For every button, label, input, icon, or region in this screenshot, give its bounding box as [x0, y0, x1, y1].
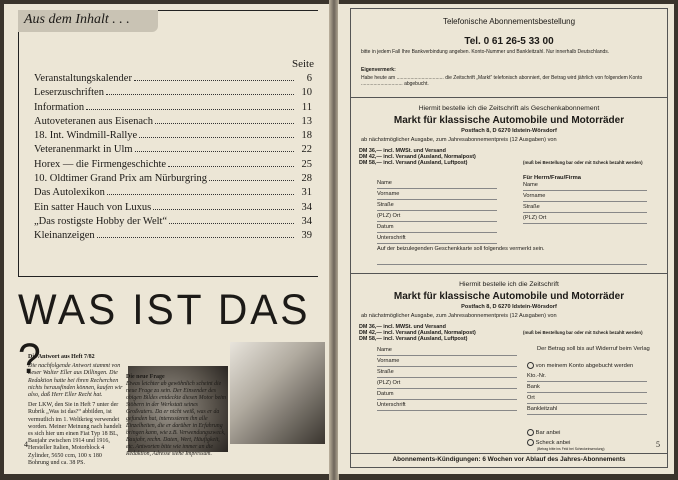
engine-photo-detail — [230, 342, 325, 444]
form-field[interactable]: Vorname — [523, 192, 647, 202]
form-field[interactable]: Datum — [377, 223, 497, 233]
page-number-left: 4 — [24, 440, 28, 449]
toc-row — [34, 172, 312, 186]
order-form-frame — [350, 8, 668, 468]
sub-address: Postfach 8, D 6270 Idstein-Wörsdorf — [461, 304, 557, 310]
page-number-right: 5 — [656, 440, 660, 449]
gift-check-note: (muß bei Bestellung bar oder mit Scheck bezahlt werden) — [523, 160, 643, 165]
table-of-contents — [34, 72, 312, 244]
form-field[interactable]: Vorname — [377, 357, 517, 367]
form-field[interactable]: Straße — [523, 203, 647, 213]
cash-option-label: Bar anbei — [535, 430, 561, 437]
toc-leader — [106, 94, 294, 95]
radio-icon[interactable] — [527, 429, 534, 436]
toc-title: „Das rostigste Hobby der Welt“ — [34, 215, 168, 227]
toc-page: 31 — [301, 187, 312, 199]
separator — [351, 273, 667, 274]
radio-icon[interactable] — [527, 362, 534, 369]
phone-note: bitte in jedem Fall Ihre Bankverbindung angeben. Konto-Nummer und Bankleitzahl. Nur innerhalb Deutschlands. — [361, 49, 610, 55]
question-text-block — [126, 374, 226, 458]
check-option-label: Scheck anbei — [535, 440, 571, 447]
debit-option-label: von meinem Konto abgebucht werden — [535, 363, 634, 370]
sub-check-option[interactable] — [527, 439, 570, 446]
form-field[interactable]: Bankleitzahl — [527, 405, 647, 415]
toc-leader — [97, 237, 294, 238]
toc-leader — [135, 151, 294, 152]
contents-bottom-rule — [18, 276, 318, 277]
price-line: DM 58,— incl. Versand (Ausland, Luftpost) — [359, 336, 468, 343]
sub-cash-option[interactable] — [527, 429, 560, 436]
sub-debit-option[interactable] — [527, 362, 633, 369]
answer-heading: Die Antwort aus Heft 7/82 — [28, 354, 95, 360]
price-line: DM 58,— incl. Versand (Ausland, Luftpost) — [359, 160, 468, 167]
question-heading: Die neue Frage — [126, 374, 165, 380]
toc-title: 10. Oldtimer Grand Prix am Nürburgring — [34, 173, 208, 185]
toc-page: 34 — [301, 201, 312, 213]
price-line: DM 36,— incl. MWSt. und Versand — [359, 148, 446, 154]
gift-recipient-label: Für Herrn/Frau/Firma — [523, 175, 581, 181]
toc-row — [34, 86, 312, 100]
toc-title: Ein satter Hauch von Luxus — [34, 201, 152, 213]
form-field[interactable]: Datum — [377, 390, 517, 400]
page-column-label: Seite — [292, 58, 314, 70]
left-page — [4, 4, 331, 474]
contents-heading-tab — [18, 10, 158, 32]
gift-magazine-title: Markt für klassische Automobile und Motorräder — [393, 115, 625, 126]
right-page — [338, 4, 674, 474]
gift-from-issue: ab nächstmöglicher Ausgabe, zum Jahresabonnementpreis (12 Ausgaben) von — [361, 137, 557, 143]
gift-heading: Hiermit bestelle ich die Zeitschrift als Geschenkabonnement — [418, 105, 600, 112]
form-field[interactable]: Unterschrift — [377, 234, 497, 244]
separator — [351, 97, 667, 98]
radio-icon[interactable] — [527, 439, 534, 446]
toc-row — [34, 129, 312, 143]
sub-heading: Hiermit bestelle ich die Zeitschrift — [459, 281, 559, 288]
toc-row — [34, 215, 312, 229]
toc-title: Das Autolexikon — [34, 187, 105, 199]
toc-row — [34, 72, 312, 86]
toc-title: Kleinanzeigen — [34, 230, 95, 242]
toc-page: 39 — [301, 230, 312, 242]
eigenvermerk-label: Eigenvermerk: — [361, 67, 396, 73]
gift-address: Postfach 8, D 6270 Idstein-Wörsdorf — [461, 128, 557, 134]
form-field[interactable]: Bank — [527, 383, 647, 393]
toc-row — [34, 101, 312, 115]
toc-row — [34, 115, 312, 129]
sub-magazine-title: Markt für klassische Automobile und Motorräder — [393, 291, 625, 302]
toc-page: 10 — [301, 87, 312, 99]
form-field[interactable]: Unterschrift — [377, 401, 517, 411]
toc-leader — [209, 180, 294, 181]
form-field[interactable]: (PLZ) Ort — [523, 214, 647, 224]
toc-page: 22 — [301, 144, 312, 156]
gift-card-line[interactable] — [377, 255, 647, 265]
phone-number: Tel. 0 61 26-5 33 00 — [464, 36, 554, 47]
toc-leader — [153, 209, 294, 210]
check-small-note: (Betrag bitte ins Feld bei Scheckeinsendung) — [537, 447, 605, 451]
toc-leader — [134, 80, 294, 81]
contents-box — [18, 10, 318, 276]
contents-heading: Aus dem Inhalt . . . — [24, 12, 130, 27]
form-field[interactable]: Straße — [377, 368, 517, 378]
toc-row — [34, 158, 312, 172]
toc-page: 13 — [301, 115, 312, 127]
form-field[interactable]: Name — [523, 181, 647, 191]
form-field[interactable]: Straße — [377, 201, 497, 211]
form-field[interactable]: Kto.-Nr. — [527, 372, 647, 382]
price-line: DM 42,— incl. Versand (Ausland, Normalpost) — [359, 154, 476, 161]
toc-leader — [168, 166, 294, 167]
toc-row — [34, 186, 312, 200]
eigenvermerk-text: Habe heute am .................................. die Zeitschrift „Markt“ telefonisch abonniert, der Betrag wird jährlich von folgendem Konto .............................. abgebucht. — [361, 75, 643, 88]
was-ist-das-title: WAS IST DAS ? — [18, 286, 311, 383]
toc-title: Autoveteranen aus Eisenach — [34, 115, 153, 127]
form-field[interactable]: Name — [377, 179, 497, 189]
contents-left-rule — [18, 10, 19, 276]
answer-body: Der LKW, den Sie in Heft 7 unter der Rubrik „Was ist das?“ abbilden, ist vermutlich im 1. Weltkrieg verwendet worden. Meiner Meinung nach handelt es sich hier um einen Fiat Typ 18 BL, Baujahr zwischen 1914 und 1916, Hersteller Italien, Motorblock 4 Zylinder, 5650 ccm, 100 x 180 Bohrung und ca. 38 PS. — [28, 402, 122, 466]
cancellation-note: Abonnements-Kündigungen: 6 Wochen vor Ablauf des Jahres-Abonnements — [392, 456, 626, 463]
toc-row — [34, 201, 312, 215]
form-field[interactable]: (PLZ) Ort — [377, 379, 517, 389]
toc-page: 25 — [301, 158, 312, 170]
answer-intro: Die nachfolgende Antwort stammt von Leser Walter Eller aus Dillingen. Die Redaktion hatte bei ihren Recherchen nichts herausfinden können, kaufen wir also, daß Herr Eller Recht hat. — [28, 363, 123, 399]
toc-row — [34, 229, 312, 243]
sub-prices — [359, 324, 476, 343]
answer-column — [28, 354, 124, 467]
sub-check-note: (muß bei Bestellung bar oder mit Scheck bezahlt werden) — [523, 330, 643, 335]
toc-leader — [139, 137, 294, 138]
toc-page: 28 — [301, 173, 312, 185]
toc-leader — [86, 109, 294, 110]
toc-page: 18 — [301, 130, 312, 142]
price-line: DM 36,— incl. MWSt. und Versand — [359, 324, 446, 330]
toc-title: Veteranenmarkt in Ulm — [34, 144, 133, 156]
toc-page: 34 — [301, 215, 312, 227]
toc-row — [34, 143, 312, 157]
toc-leader — [155, 123, 294, 124]
toc-page: 6 — [306, 73, 312, 84]
toc-title: Horex — die Firmengeschichte — [34, 158, 167, 170]
toc-title: Information — [34, 101, 85, 113]
toc-title: 18. Int. Windmill-Rallye — [34, 130, 138, 142]
gift-prices — [359, 148, 476, 167]
toc-leader — [169, 223, 294, 224]
sub-debit-note: Der Betrag soll bis auf Widerruf beim Verlag — [537, 346, 650, 352]
gift-card-note: Auf der beizulegenden Geschenkkarte soll folgendes vermerkt sein. — [377, 246, 545, 252]
form-field[interactable]: (PLZ) Ort — [377, 212, 497, 222]
toc-page: 11 — [301, 101, 312, 113]
separator — [351, 453, 667, 454]
form-field[interactable]: Vorname — [377, 190, 497, 200]
toc-title: Leserzuschriften — [34, 87, 104, 99]
price-line: DM 42,— incl. Versand (Ausland, Normalpost) — [359, 330, 476, 337]
sub-from-issue: ab nächstmöglicher Ausgabe, zum Jahresabonnementpreis (12 Ausgaben) von — [361, 313, 557, 319]
phone-order-heading: Telefonische Abonnementsbestellung — [442, 17, 576, 26]
question-body: Etwas leichter ab gewöhnlich scheint die neue Frage zu sein. Der Einsender des obigen Bildes entdeckte diesen Motor beim Stöbern in der Werkstatt seines Großvaters. Da er nicht weiß, was er da gefunden hat, interessieren ihn alle Einzelheiten, die er darüber in Erfahrung bringen kann, wie z.B. Verwendungszweck, Baujahr, rechn. Daten, Wert, Häufigkeit, etc. Antworten bitte wie immer an die Redaktion, Adresse siehe Impressum. — [126, 381, 226, 457]
form-field[interactable]: Ort — [527, 394, 647, 404]
form-field[interactable]: Name — [377, 346, 517, 356]
toc-title: Veranstaltungskalender — [34, 73, 132, 84]
toc-leader — [107, 194, 294, 195]
